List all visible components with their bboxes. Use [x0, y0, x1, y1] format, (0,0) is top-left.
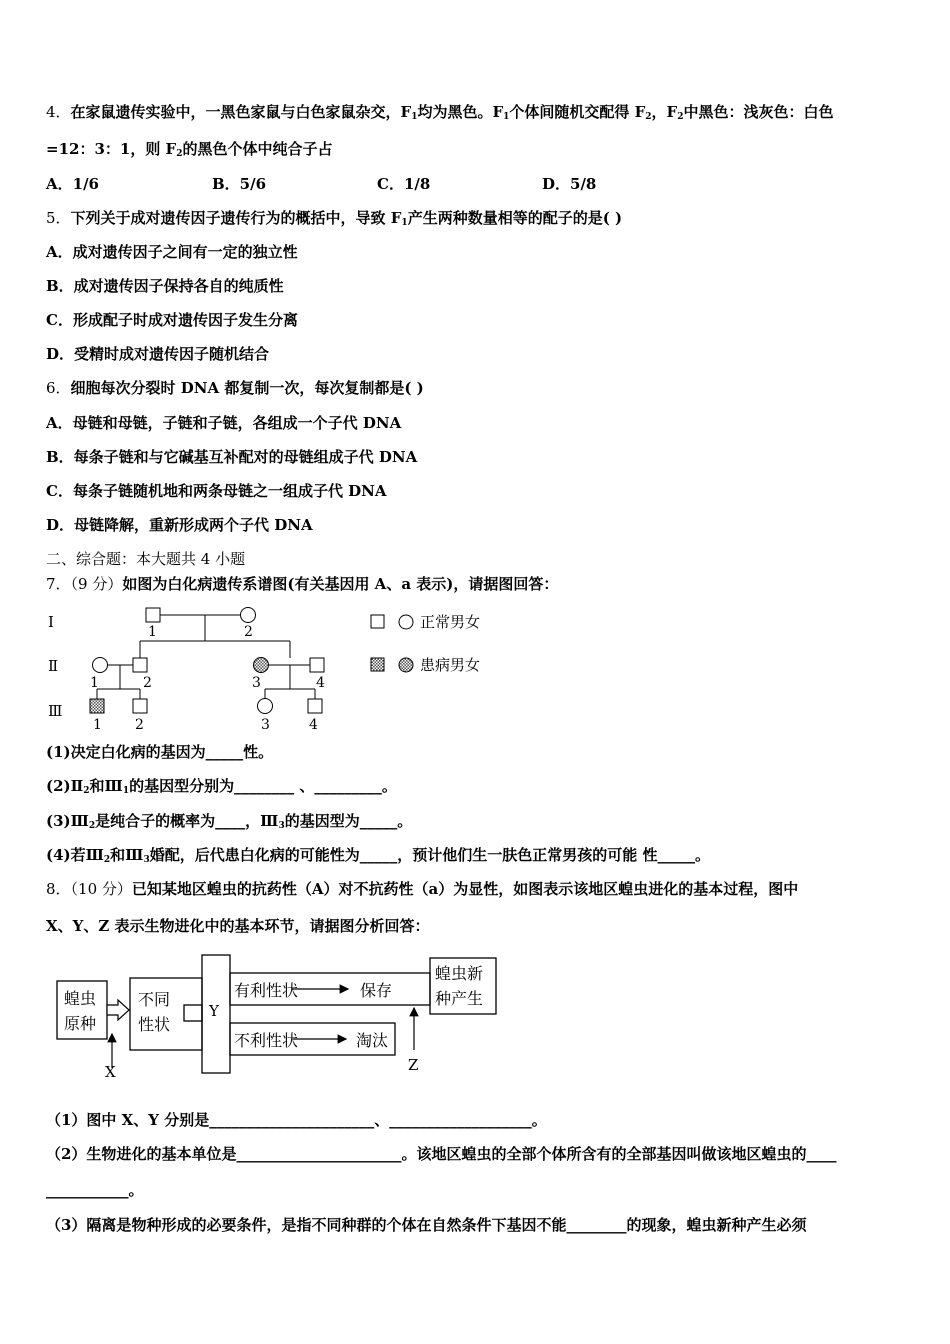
q4-line2: =12：3：1，则 $F_2$的黑色个体中纯合子占 [46, 140, 333, 159]
unfavorable-label: 不利性状 [234, 1031, 299, 1050]
pedigree-iii3-normal-female [258, 699, 273, 714]
legend-normal-label: 正常男女 [420, 613, 481, 631]
q8-stem-line2: X、Y、Z 表示生物进化中的基本环节，请据图分析回答： [46, 917, 430, 935]
q7-subq4: (4)若$Ⅲ_2$和$Ⅲ_3$婚配，后代患白化病的可能性为_____，预计他们生一肤色正常男孩的可能 性_____。 [46, 846, 710, 865]
small-box [184, 1005, 202, 1021]
q8-subq3: （3）隔离是物种形成的必要条件，是指不同种群的个体在自然条件下基因不能________的现象，蝗虫新种产生必须 [46, 1216, 807, 1234]
q8-subq2-cont: ___________。 [46, 1181, 144, 1199]
pedigree-iii4-normal-male [308, 699, 322, 713]
pedigree-i1-normal-male [146, 608, 160, 622]
traits-label-1: 不同 [138, 990, 171, 1009]
gen-label-1: Ⅰ [48, 613, 54, 631]
num-ii4: 4 [316, 675, 325, 691]
q8-subq1: （1）图中 X、Y 分别是______________________、___________________。 [46, 1111, 547, 1129]
x-label: X [105, 1063, 116, 1081]
y-label: Y [209, 1002, 219, 1020]
q5-option-a: A．成对遗传因子之间有一定的独立性 [46, 243, 298, 261]
pedigree-chart [40, 600, 500, 740]
q5-option-c: C．形成配子时成对遗传因子发生分离 [46, 311, 298, 329]
favorable-label: 有利性状 [234, 981, 299, 1000]
num-iii4: 4 [309, 717, 318, 733]
q6-option-c: C．每条子链随机地和两条母链之一组成子代 DNA [46, 482, 387, 500]
evolution-diagram [50, 950, 510, 1085]
new-species-label-1: 蝗虫新 [435, 964, 484, 983]
origin-label-1: 蝗虫 [64, 989, 97, 1008]
origin-label-2: 原种 [64, 1014, 97, 1033]
section-2-heading: 二、综合题：本大题共 4 小题 [46, 550, 246, 568]
legend-affected-male-icon [371, 658, 384, 671]
num-ii2: 2 [143, 675, 152, 691]
q4-option-d: D．5/8 [542, 175, 597, 193]
q7-subq1: (1)决定白化病的基因为_____性。 [46, 743, 274, 761]
q4-option-a: A．1/6 [46, 175, 99, 193]
legend-affected-label: 患病男女 [420, 656, 481, 674]
legend-affected-female-icon [399, 658, 413, 672]
q7-subq3: $(3)Ⅲ_2$是纯合子的概率为____，$Ⅲ_3$的基因型为_____。 [46, 812, 413, 831]
pedigree-i2-normal-female [241, 608, 256, 623]
q6-option-d: D．母链降解，重新形成两个子代 DNA [46, 516, 313, 534]
q6-stem: 6．细胞每次分裂时 DNA 都复制一次，每次复制都是( ) [46, 379, 424, 397]
traits-label-2: 性状 [138, 1015, 171, 1034]
q7-subq2: $(2)Ⅱ_2$和$Ⅲ_1$的基因型分别为________ 、_________。 [46, 777, 397, 796]
q4-line1: 4．在家鼠遗传实验中，一黑色家鼠与白色家鼠杂交，$F_1$均为黑色。$F_1$个体间随机交配得 $F_2$，$F_2$中黑色：浅灰色：白色 [46, 103, 834, 122]
q5-option-b: B．成对遗传因子保持各自的纯质性 [46, 277, 284, 295]
keep-label: 保存 [360, 981, 393, 1000]
q4-option-c: C．1/8 [377, 175, 431, 193]
pedigree-ii3-affected-female [254, 658, 269, 673]
num-i1: 1 [148, 624, 157, 640]
eliminate-label: 淘汰 [356, 1031, 389, 1050]
gen-label-2: Ⅱ [48, 657, 59, 675]
q6-option-a: A．母链和母链，子链和子链，各组成一个子代 DNA [46, 414, 402, 432]
q8-subq2: （2）生物进化的基本单位是______________________。该地区蝗虫的全部个体所含有的全部基因叫做该地区蝗虫的____ [46, 1145, 837, 1163]
pedigree-iii1-affected-male [90, 699, 104, 713]
legend-normal-female-icon [399, 615, 413, 629]
q5-option-d: D．受精时成对遗传因子随机结合 [46, 345, 270, 363]
z-label: Z [408, 1056, 419, 1074]
pedigree-ii1-normal-female [93, 658, 108, 673]
pedigree-ii4-normal-male [310, 658, 324, 672]
pedigree-iii2-normal-male [133, 699, 147, 713]
num-iii3: 3 [261, 717, 270, 733]
num-ii3: 3 [252, 675, 261, 691]
num-ii1: 1 [90, 675, 99, 691]
q6-option-b: B．每条子链和与它碱基互补配对的母链组成子代 DNA [46, 448, 418, 466]
hollow-arrow-icon [107, 1000, 129, 1020]
q4-option-b: B．5/6 [212, 175, 267, 193]
gen-label-3: Ⅲ [48, 702, 63, 720]
q8-stem-line1: 8．（10 分）已知某地区蝗虫的抗药性（A）对不抗药性（a）为显性，如图表示该地区蝗虫进化的基本过程，图中 [46, 880, 799, 898]
q5-stem: 5．下列关于成对遗传因子遗传行为的概括中，导致 $F_1$产生两种数量相等的配子的是( ) [46, 209, 623, 228]
pedigree-ii2-normal-male [133, 658, 147, 672]
q7-stem: 7．（9 分）如图为白化病遗传系谱图(有关基因用 A、a 表示)，请据图回答： [46, 575, 559, 593]
num-i2: 2 [244, 624, 253, 640]
q4-number: 4． [46, 103, 71, 121]
num-iii1: 1 [93, 717, 102, 733]
new-species-label-2: 种产生 [435, 989, 484, 1008]
box-different-traits [130, 978, 202, 1050]
num-iii2: 2 [135, 717, 144, 733]
legend-normal-male-icon [371, 615, 384, 628]
